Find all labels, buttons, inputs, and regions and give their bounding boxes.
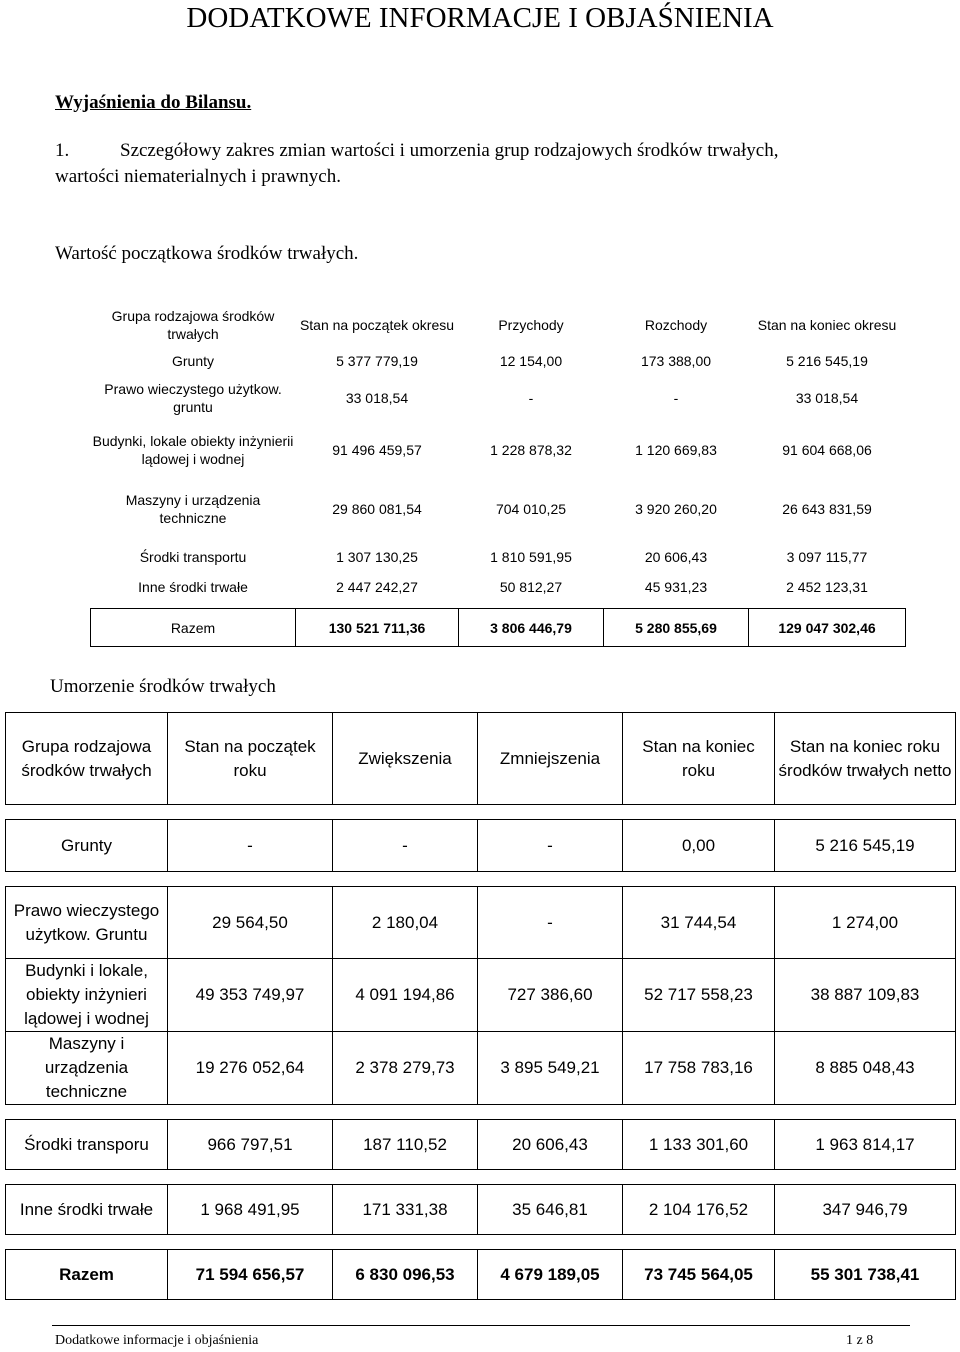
- table-cell: 35 646,81: [478, 1185, 623, 1235]
- table-cell: 3 895 549,21: [478, 1032, 623, 1105]
- table-header-row: [91, 300, 906, 350]
- header-cell: Grupa rodzajowa środków trwałych: [6, 713, 168, 805]
- table-row: [91, 572, 906, 602]
- table-cell: 52 717 558,23: [623, 959, 775, 1032]
- table-cell: 20 606,43: [644, 549, 708, 565]
- table-cell: 29 564,50: [168, 887, 333, 959]
- total-cell: 71 594 656,57: [168, 1250, 333, 1300]
- table-row: [91, 476, 906, 542]
- table-cell: Grunty: [6, 820, 168, 872]
- footer-divider: [52, 1325, 910, 1326]
- table-cell: 20 606,43: [478, 1120, 623, 1170]
- table-cell: 1 133 301,60: [623, 1120, 775, 1170]
- table-row: [91, 424, 906, 476]
- table-cell: 2 104 176,52: [623, 1185, 775, 1235]
- depreciation-section-title: Umorzenie środków trwałych: [50, 676, 276, 697]
- table-cell: -: [168, 820, 333, 872]
- table-total-row: [91, 609, 906, 647]
- table-cell: 1 963 814,17: [775, 1120, 956, 1170]
- table-cell: 29 860 081,54: [332, 501, 422, 517]
- initial-value-table: [90, 300, 906, 647]
- table-cell: 5 377 779,19: [336, 353, 418, 369]
- table-row: [6, 1185, 956, 1235]
- table-cell: 4 091 194,86: [333, 959, 478, 1032]
- table-cell: 50 812,27: [499, 579, 563, 595]
- table-cell: 727 386,60: [478, 959, 623, 1032]
- table-cell: 12 154,00: [499, 353, 563, 369]
- table-cell: 2 378 279,73: [333, 1032, 478, 1105]
- table-cell: 5 216 545,19: [775, 820, 956, 872]
- table-cell: 5 216 545,19: [786, 353, 868, 369]
- total-cell: 6 830 096,53: [333, 1250, 478, 1300]
- table-cell: 1 228 878,32: [490, 442, 572, 458]
- table-row: [91, 350, 906, 372]
- table-row: [6, 887, 956, 959]
- header-cell: Stan na koniec okresu: [757, 317, 897, 333]
- table-cell: Środki transporu: [6, 1120, 168, 1170]
- table-cell: 1 274,00: [775, 887, 956, 959]
- table-cell: 17 758 783,16: [623, 1032, 775, 1105]
- header-cell: Grupa rodzajowa środków trwałych: [111, 308, 275, 342]
- total-cell: 130 521 711,36: [296, 609, 459, 647]
- initial-value-section-title: Wartość początkowa środków trwałych.: [55, 243, 359, 264]
- item-description-line2: wartości niematerialnych i prawnych.: [55, 166, 341, 187]
- table-cell: -: [333, 820, 478, 872]
- table-cell: Grunty: [171, 353, 214, 369]
- table-cell: Prawo wieczystego użytkow. Gruntu: [6, 887, 168, 959]
- table-row: [91, 542, 906, 572]
- total-cell: 73 745 564,05: [623, 1250, 775, 1300]
- header-cell: Stan na koniec roku: [623, 713, 775, 805]
- table-cell: 704 010,25: [495, 501, 567, 517]
- table-cell: -: [528, 390, 534, 406]
- table-cell: 45 931,23: [644, 579, 708, 595]
- table-row: [6, 820, 956, 872]
- header-cell: Zmniejszenia: [478, 713, 623, 805]
- table-cell: Maszyny i urządzenia techniczne: [125, 492, 261, 526]
- header-cell: Stan na początek okresu: [299, 317, 455, 333]
- footer-page-number: 1 z 8: [846, 1333, 874, 1348]
- table-cell: 91 496 459,57: [332, 442, 422, 458]
- table-cell: Inne środki trwałe: [138, 579, 248, 595]
- total-cell: 5 280 855,69: [604, 609, 749, 647]
- table-cell: 187 110,52: [333, 1120, 478, 1170]
- header-cell: Przychody: [498, 317, 564, 333]
- table-cell: Budynki, lokale obiekty inżynierii lądowej i wodnej: [92, 433, 294, 467]
- table-row: [6, 959, 956, 1032]
- header-cell: Rozchody: [644, 317, 708, 333]
- total-cell: 55 301 738,41: [775, 1250, 956, 1300]
- section-subheading: Wyjaśnienia do Bilansu.: [55, 92, 252, 113]
- item-description-line1: Szczegółowy zakres zmian wartości i umorzenia grup rodzajowych środków trwałych,: [120, 140, 779, 161]
- table-cell: 1 307 130,25: [336, 549, 418, 565]
- table-cell: 347 946,79: [775, 1185, 956, 1235]
- total-cell: 4 679 189,05: [478, 1250, 623, 1300]
- depreciation-table: [5, 712, 956, 1300]
- table-cell: 8 885 048,43: [775, 1032, 956, 1105]
- table-cell: 0,00: [623, 820, 775, 872]
- total-label-cell: Razem: [91, 609, 296, 647]
- table-header-row: [6, 713, 956, 805]
- table-row: [91, 372, 906, 424]
- header-cell: Stan na początek roku: [168, 713, 333, 805]
- table-cell: 33 018,54: [345, 390, 409, 406]
- table-cell: Budynki i lokale, obiekty inżynieri lądowej i wodnej: [6, 959, 168, 1032]
- total-cell: 3 806 446,79: [459, 609, 604, 647]
- total-cell: 129 047 302,46: [749, 609, 906, 647]
- footer-document-name: Dodatkowe informacje i objaśnienia: [55, 1333, 259, 1348]
- table-cell: 33 018,54: [795, 390, 859, 406]
- table-cell: 2 452 123,31: [786, 579, 868, 595]
- table-cell: 3 920 260,20: [635, 501, 717, 517]
- table-cell: 19 276 052,64: [168, 1032, 333, 1105]
- table-cell: 38 887 109,83: [775, 959, 956, 1032]
- table-cell: 1 120 669,83: [635, 442, 717, 458]
- table-cell: 3 097 115,77: [786, 549, 868, 565]
- table-cell: 2 180,04: [333, 887, 478, 959]
- table-cell: Maszyny i urządzenia techniczne: [6, 1032, 168, 1105]
- table-cell: Inne środki trwałe: [6, 1185, 168, 1235]
- table-cell: Prawo wieczystego użytkow. gruntu: [104, 381, 282, 415]
- table-cell: -: [673, 390, 679, 406]
- table-cell: 171 331,38: [333, 1185, 478, 1235]
- table-cell: 31 744,54: [623, 887, 775, 959]
- item-number: 1.: [55, 140, 70, 161]
- header-cell: Stan na koniec roku środków trwałych netto: [775, 713, 956, 805]
- table-row: [6, 1032, 956, 1105]
- table-row: [6, 1120, 956, 1170]
- table-cell: 26 643 831,59: [782, 501, 872, 517]
- page-title: DODATKOWE INFORMACJE I OBJAŚNIENIA: [186, 2, 774, 34]
- table-cell: -: [478, 887, 623, 959]
- table-cell: 49 353 749,97: [168, 959, 333, 1032]
- header-cell: Zwiększenia: [333, 713, 478, 805]
- table-cell: 966 797,51: [168, 1120, 333, 1170]
- table-cell: Środki transportu: [139, 549, 247, 565]
- table-cell: 1 968 491,95: [168, 1185, 333, 1235]
- table-cell: 173 388,00: [640, 353, 712, 369]
- table-cell: 91 604 668,06: [782, 442, 872, 458]
- table-cell: 1 810 591,95: [490, 549, 572, 565]
- table-cell: 2 447 242,27: [336, 579, 418, 595]
- total-label-cell: Razem: [6, 1250, 168, 1300]
- table-cell: -: [478, 820, 623, 872]
- table-total-row: [6, 1250, 956, 1300]
